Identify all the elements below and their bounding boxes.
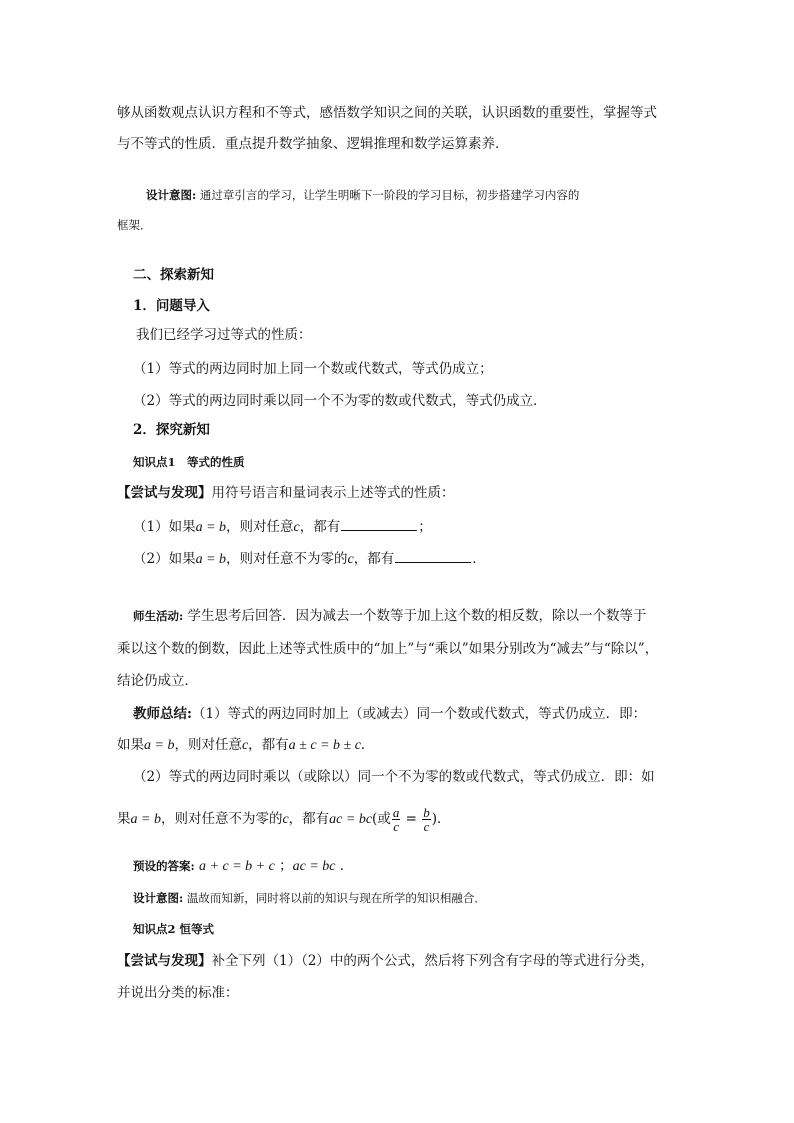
summary-text: ，都有 — [248, 737, 289, 753]
math-expression: a = b — [130, 812, 161, 827]
answer-blank — [341, 516, 417, 531]
activity-line-3: 结论仍成立． — [117, 673, 198, 689]
preset-answer — [133, 857, 353, 876]
question-1 — [133, 516, 432, 537]
question-text: ，都有 — [299, 519, 341, 535]
question-text: ，都有 — [353, 551, 395, 567]
fraction-a-over-c — [392, 806, 401, 833]
design-intent-2 — [133, 889, 486, 907]
paragraph: 我们已经学习过等式的性质： — [136, 327, 312, 343]
try-text: 补全下列（1）（2）中的两个公式，然后将下列含有字母的等式进行分类， — [211, 953, 654, 969]
try-label: 【尝试与发现】 — [117, 485, 212, 501]
question-text: ； — [418, 519, 432, 535]
summary-label: 教师总结: — [133, 706, 192, 722]
try-label: 【尝试与发现】 — [117, 953, 212, 969]
subsection-1-title: 1．问题导入 — [133, 298, 210, 314]
question-text: ，则对任意 — [226, 519, 294, 535]
activity-line-2: 乘以这个数的倒数，因此上述等式性质中的“加上”与“乘以”如果分别改为“减去”与“除以”， — [117, 641, 659, 657]
question-text: ，则对任意不为零的 — [226, 551, 348, 567]
try-text: 用符号语言和量词表示上述等式的性质： — [211, 485, 455, 501]
fraction-numerator: a — [392, 805, 400, 820]
knowledge-point-1-title: 知识点1 等式的性质 — [133, 455, 245, 469]
section-title: 二、探索新知 — [133, 267, 214, 283]
intro-line-1: 够从函数观点认识方程和不等式，感悟数学知识之间的关联，认识函数的重要性，掌握等式 — [117, 105, 657, 121]
math-expression: ac = bc — [329, 812, 373, 827]
preset-label: 预设的答案: — [133, 859, 195, 873]
design-intent-1-line-1 — [146, 186, 579, 204]
intro-line-2: 与不等式的性质．重点提升数学抽象、逻辑推理和数学运算素养． — [117, 136, 509, 152]
fraction-b-over-c — [422, 806, 431, 833]
design-intent-label: 设计意图: — [146, 188, 197, 202]
fraction-denominator: c — [423, 819, 430, 834]
activity-line-1 — [133, 607, 647, 625]
try-and-discover-1 — [117, 484, 455, 502]
paragraph: （2）等式的两边同时乘以同一个不为零的数或代数式，等式仍成立． — [133, 393, 547, 409]
design-intent-text: 温故而知新，同时将以前的知识与现在所学的知识相融合． — [183, 891, 486, 905]
summary-line-1 — [133, 705, 646, 723]
fraction-numerator: b — [423, 805, 430, 820]
subsection-2-title: 2．探究新知 — [133, 422, 210, 438]
math-expression: c — [241, 738, 249, 753]
summary-text: ． — [360, 737, 375, 753]
summary-line-4 — [117, 801, 451, 838]
answer-blank — [395, 548, 471, 563]
kp2-line-1 — [117, 952, 654, 970]
summary-text: ，都有 — [288, 811, 330, 827]
math-expression: c — [293, 520, 300, 535]
summary-line-3: （2）等式的两边同时乘以（或除以）同一个不为零的数或代数式，等式仍成立．即：如 — [133, 769, 655, 785]
equals-sign: = — [401, 811, 422, 827]
summary-text: 如果 — [117, 737, 144, 753]
question-2 — [133, 548, 486, 569]
math-expression: a = b — [144, 738, 175, 753]
summary-text: )． — [431, 811, 451, 827]
summary-line-2 — [117, 736, 374, 755]
math-expression: a ± c = b ± c — [288, 738, 361, 753]
question-text: （2）如果 — [133, 551, 196, 567]
kp2-line-2: 并说出分类的标准： — [117, 985, 239, 1001]
separator: ； — [279, 858, 293, 874]
fraction-denominator: c — [393, 819, 399, 834]
design-intent-label: 设计意图: — [133, 891, 184, 905]
summary-text: ，则对任意 — [174, 737, 242, 753]
math-expression: c — [347, 552, 354, 567]
design-intent-1-line-2: 框架． — [117, 218, 152, 232]
math-expression: a = b — [195, 520, 227, 535]
math-expression: a = b — [195, 552, 227, 567]
summary-text: （1）等式的两边同时加上（或减去）同一个数或代数式，等式仍成立．即： — [191, 706, 647, 722]
summary-text: ，则对任意不为零的 — [160, 811, 283, 827]
summary-text: (或 — [372, 811, 391, 827]
design-intent-text: 通过章引言的学习，让学生明晰下一阶段的学习目标，初步搭建学习内容的 — [196, 188, 580, 202]
period: ． — [339, 858, 354, 874]
activity-label: 师生活动: — [133, 609, 184, 623]
question-text: （1）如果 — [133, 519, 196, 535]
math-expression: a + c = b + c — [199, 859, 275, 874]
paragraph: （1）等式的两边同时加上同一个数或代数式，等式仍成立； — [133, 361, 493, 377]
activity-text: 学生思考后回答．因为减去一个数等于加上这个数的相反数，除以一个数等于 — [183, 608, 647, 624]
math-expression: ac = bc — [292, 859, 336, 874]
question-text: ． — [472, 551, 486, 567]
math-expression: c — [282, 812, 289, 827]
knowledge-point-2-title: 知识点2 恒等式 — [133, 922, 215, 936]
summary-text: 果 — [117, 811, 131, 827]
